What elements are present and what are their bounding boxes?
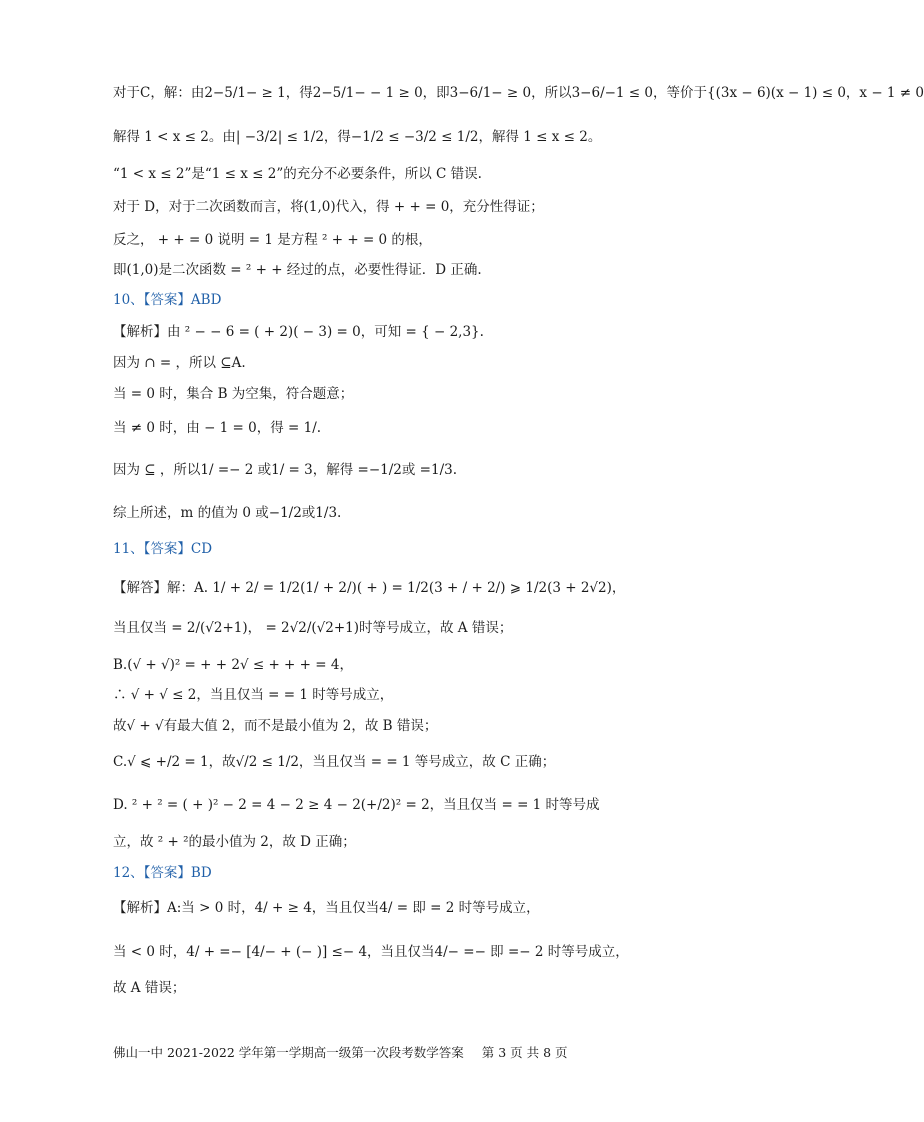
text-line: 【解答】解：A. 1/ + 2/ = 1/2(1/ + 2/)( + ) = 1/2(3 + / + 2/) ⩾ 1/2(3 + 2√2)，	[113, 580, 626, 596]
text-line: “1 < x ≤ 2”是“1 ≤ x ≤ 2”的充分不必要条件，所以 C 错误.	[113, 166, 482, 182]
text-line: 即(1,0)是二次函数 = ² + + 经过的点，必要性得证．D 正确.	[113, 262, 482, 278]
footer-school: 佛山一中 2021-2022 学年第一学期高一级第一次段考数学答案	[113, 1045, 464, 1060]
text-line: 当 ≠ 0 时，由 − 1 = 0，得 = 1/.	[113, 420, 322, 436]
text-line: 对于 D，对于二次函数而言，将(1,0)代入，得 + + = 0，充分性得证；	[113, 199, 544, 215]
text-line: B.(√ + √)² = + + 2√ ≤ + + + = 4，	[113, 657, 353, 673]
text-line: 【解析】由 ² − − 6 = ( + 2)( − 3) = 0，可知 = { − 2,3}.	[113, 324, 484, 340]
text-line: 立，故 ² + ²的最小值为 2，故 D 正确；	[113, 834, 356, 850]
text-line: 因为 ∩ = ，所以 ⊆A.	[113, 355, 246, 371]
text-line: 反之， + + = 0 说明 = 1 是方程 ² + + = 0 的根，	[113, 232, 432, 248]
text-line: 综上所述，m 的值为 0 或−1/2或1/3.	[113, 505, 342, 521]
text-line: D. ² + ² = ( + )² − 2 = 4 − 2 ≥ 4 − 2(+/2)² = 2，当且仅当 = = 1 时等号成	[113, 797, 600, 813]
text-line: 当且仅当 = 2/(√2+1)， = 2√2/(√2+1)时等号成立，故 A 错误；	[113, 620, 513, 636]
footer-page-number: 第 3 页 共 8 页	[481, 1045, 568, 1060]
answer-heading-11: 11、【答案】CD	[113, 541, 213, 557]
text-line: 故 A 错误；	[113, 980, 186, 996]
text-line: 当 < 0 时，4/ + =− [4/− + (− )] ≤− 4，当且仅当4/− =− 即 =− 2 时等号成立，	[113, 944, 629, 960]
text-line: C.√ ⩽ +/2 = 1，故√/2 ≤ 1/2，当且仅当 = = 1 等号成立，故 C 正确；	[113, 754, 556, 770]
text-line: 【解析】A:当 > 0 时，4/ + ≥ 4，当且仅当4/ = 即 = 2 时等号成立，	[113, 900, 540, 916]
text-line: 因为 ⊆ ，所以1/ =− 2 或1/ = 3，解得 =−1/2或 =1/3.	[113, 462, 457, 478]
text-line: 当 = 0 时，集合 B 为空集，符合题意；	[113, 386, 354, 402]
text-line: 对于C，解：由2−5/1− ≥ 1，得2−5/1− − 1 ≥ 0，即3−6/1− ≥ 0，所以3−6/−1 ≤ 0，等价于{(3x − 6)(x − 1) ≤ 0，x − 1 ≠ 0	[113, 85, 924, 101]
text-line: ∴ √ + √ ≤ 2，当且仅当 = = 1 时等号成立，	[113, 687, 394, 703]
text-line: 故√ + √有最大值 2，而不是最小值为 2，故 B 错误；	[113, 718, 438, 734]
page-footer	[113, 1043, 582, 1061]
answer-heading-10: 10、【答案】ABD	[113, 292, 222, 308]
answer-heading-12: 12、【答案】BD	[113, 865, 212, 881]
text-line: 解得 1 < x ≤ 2。由| −3/2| ≤ 1/2，得−1/2 ≤ −3/2 ≤ 1/2，解得 1 ≤ x ≤ 2。	[113, 129, 602, 145]
